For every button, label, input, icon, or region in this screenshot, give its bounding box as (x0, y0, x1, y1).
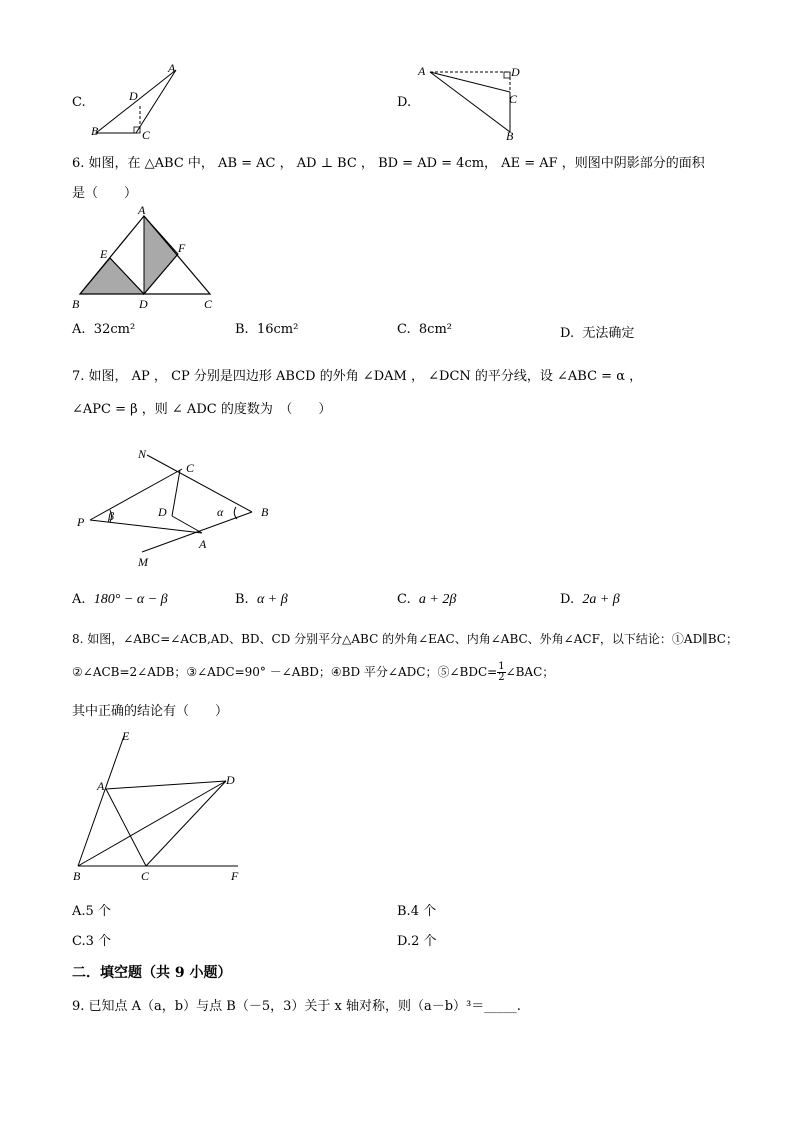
q7-option-c: C. a + 2β (397, 592, 457, 607)
fig-c-label-b: B (91, 124, 99, 138)
fig-q8-label-c: C (141, 869, 150, 883)
q8-stem-line2: ②∠ACB=2∠ADB；③∠ADC=90° －∠ABD；④BD 平分∠ADC；⑤∠BDC= $\frac{1}{2}$ ∠BAC； (72, 661, 555, 683)
fig-c-label-a: A (168, 61, 176, 75)
q6-option-d: D. 无法确定 (560, 326, 635, 341)
figure-q8 (68, 726, 258, 888)
figure-option-d (412, 60, 527, 142)
q6-option-a: A. 32cm² (72, 322, 136, 337)
fig-d-label-b: B (506, 129, 514, 142)
q7-option-b: B. α + β (235, 592, 288, 607)
q8-option-a: A.5 个 (72, 904, 111, 919)
section-heading: 二．填空题（共 9 小题） (72, 965, 232, 981)
fig-d-label-d: D (511, 65, 520, 79)
fig-q7-label-p: P (77, 515, 85, 529)
fig-q7-label-n: N (138, 447, 147, 461)
fig-q8-label-e: E (122, 729, 130, 743)
fig-d-label-a: A (418, 64, 426, 78)
fig-d-label-c: C (509, 92, 518, 106)
fig-q7-label-m: M (138, 555, 148, 569)
fig-q6-label-a: A (138, 203, 146, 217)
fig-q7-label-beta: β (108, 509, 114, 523)
q9-stem: 9. 已知点 A（a，b）与点 B（－5，3）关于 x 轴对称，则（a－b）³＝_____. (72, 999, 521, 1014)
fig-q6-label-b: B (72, 297, 80, 311)
q7-option-a: A. 180° − α − β (72, 592, 168, 607)
fig-q6-label-e: E (100, 247, 108, 261)
q8-option-c: C.3 个 (72, 934, 112, 949)
fig-q7-label-c: C (186, 461, 195, 475)
fraction-one-half: $\frac{1}{2}$ (498, 661, 505, 683)
q8-stem-line1: 8. 如图，∠ABC=∠ACB,AD、BD、CD 分别平分△ABC 的外角∠EAC、内角∠ABC、外角∠ACF，以下结论：①AD∥BC； (72, 632, 738, 646)
figure-option-c (88, 60, 188, 142)
figure-q7 (72, 440, 282, 572)
q8-stem-line3: 其中正确的结论有（ ） (72, 704, 229, 719)
option-c-label: C. (72, 95, 86, 110)
fig-q8-label-d: D (226, 773, 235, 787)
fig-q7-label-b: B (261, 505, 269, 519)
q6-option-b: B. 16cm² (235, 322, 299, 337)
fig-q8-label-a: A (97, 779, 105, 793)
q6-stem-line1: 6. 如图，在 △ABC 中， AB = AC ， AD ⊥ BC ， BD = AD = 4cm， AE = AF ，则图中阴影部分的面积 (72, 156, 705, 171)
q7-stem-line2: ∠APC = β ，则 ∠ ADC 的度数为 （ ） (72, 402, 332, 417)
q8-option-b: B.4 个 (397, 904, 437, 919)
q7-option-d: D. 2a + β (560, 592, 620, 607)
q7-stem-line1: 7. 如图， AP ， CP 分别是四边形 ABCD 的外角 ∠DAM ， ∠DCN 的平分线，设 ∠ABC = α ， (72, 369, 643, 384)
fig-q6-label-c: C (204, 297, 213, 311)
fig-c-label-d: D (129, 89, 138, 103)
q6-stem-line2: 是（ ） (72, 186, 138, 201)
fig-c-label-c: C (142, 128, 151, 142)
option-d-label: D. (397, 95, 412, 110)
fig-q6-label-f: F (178, 241, 186, 255)
figure-q6 (68, 202, 228, 314)
q8-option-d: D.2 个 (397, 934, 437, 949)
fig-q6-label-d: D (139, 297, 148, 311)
q6-option-c: C. 8cm² (397, 322, 452, 337)
fig-q7-label-alpha: α (217, 505, 224, 519)
fig-q7-label-a: A (199, 537, 207, 551)
fig-q8-label-f: F (231, 869, 239, 883)
fig-q8-label-b: B (73, 869, 81, 883)
fig-q7-label-d: D (158, 505, 167, 519)
